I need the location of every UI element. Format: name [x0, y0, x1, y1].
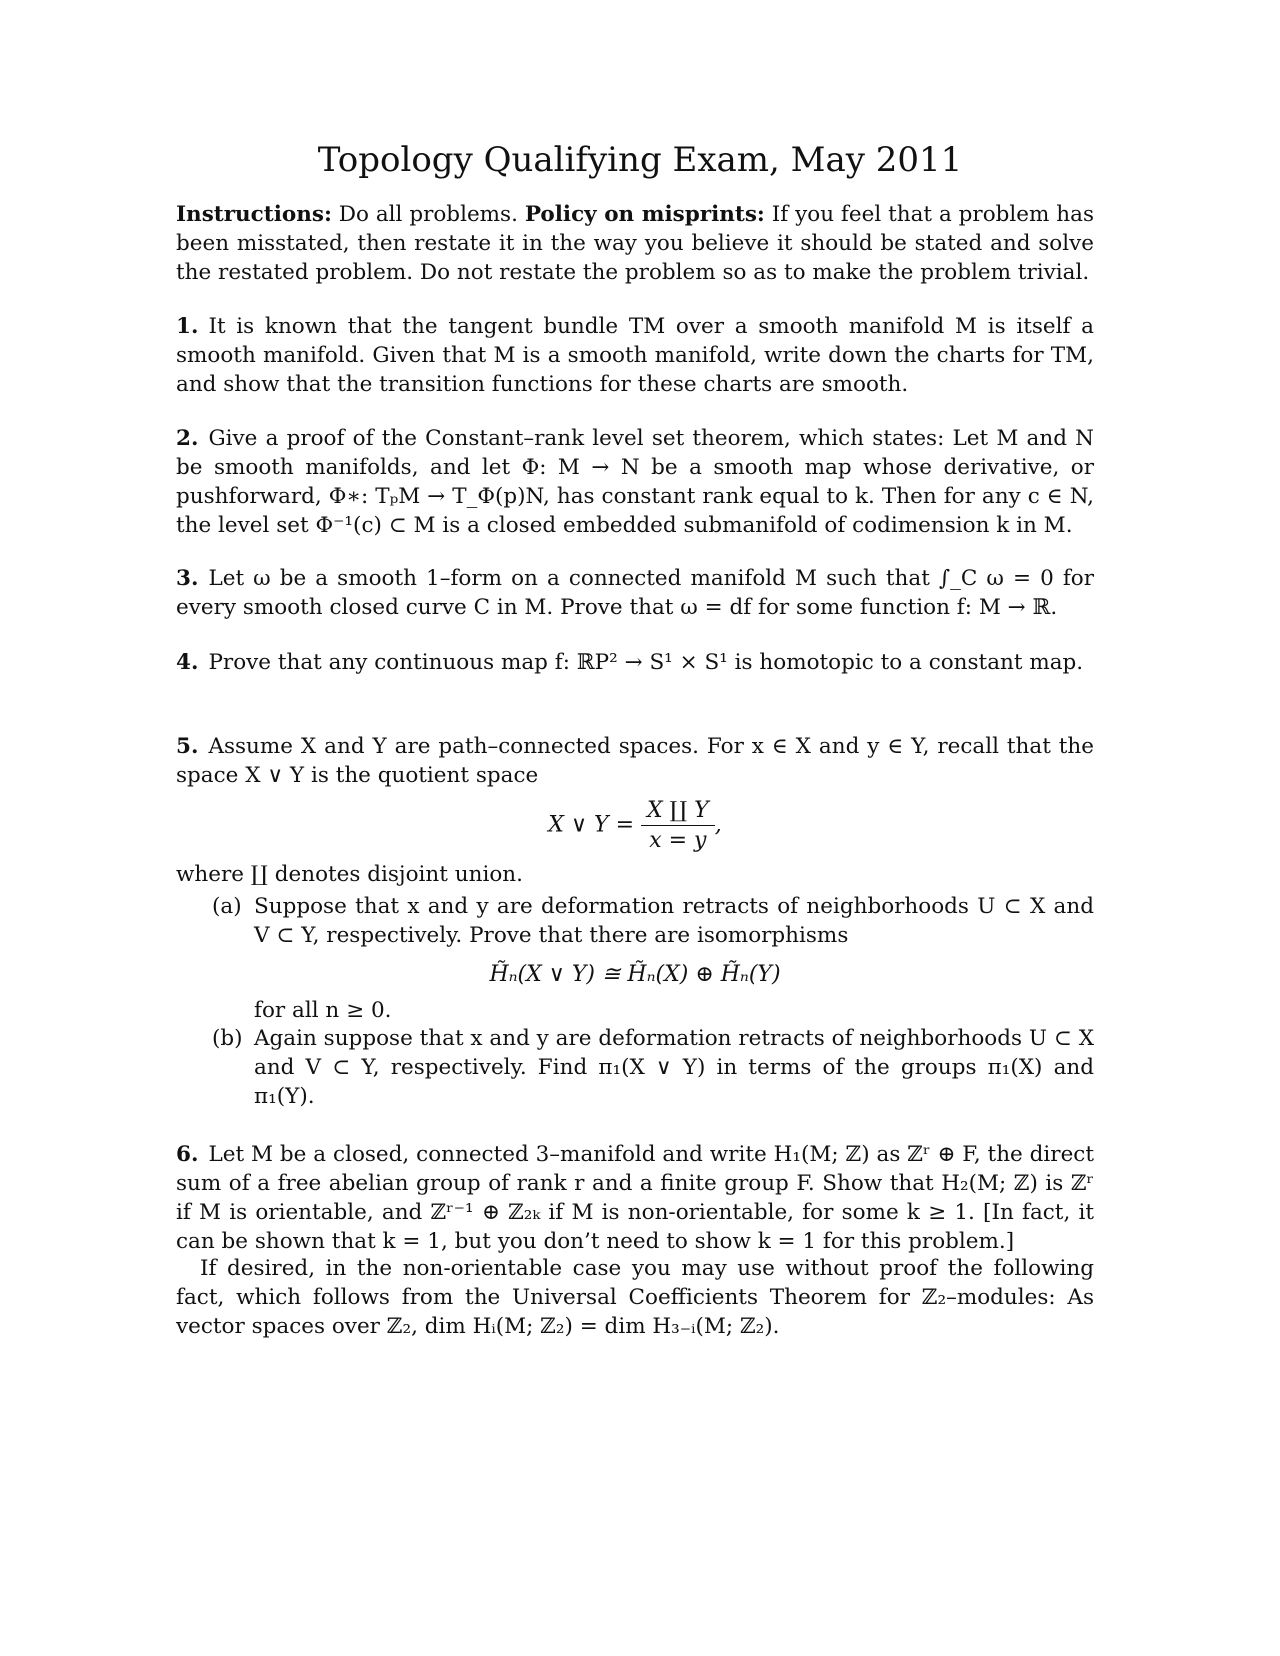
page-title: Topology Qualifying Exam, May 2011: [317, 140, 963, 180]
problem-number: 1.: [176, 314, 199, 339]
problem-4: [176, 648, 1094, 677]
problem-1: [176, 312, 1094, 399]
problem-number: 4.: [176, 650, 199, 675]
part-text: Suppose that x and y are deformation retracts of neighborhoods U ⊂ X and V ⊂ Y, respectively. Prove that there are isomorphisms: [254, 894, 1094, 948]
problem-text: Let M be a closed, connected 3–manifold and write H₁(M; ℤ) as ℤʳ ⊕ F, the direct sum of a free abelian group of rank r and a finite group F. Show that H₂(M; ℤ) is ℤʳ if M is orientable, and ℤʳ⁻¹ ⊕ ℤ₂ₖ if M is non-orientable, for some k ≥ 1. [In fact, it can be shown that k = 1, but you don’t need to show k = 1 for this problem.]: [176, 1142, 1094, 1254]
part-label: (a): [212, 894, 242, 919]
problem-number: 6.: [176, 1142, 199, 1167]
problem-text: Give a proof of the Constant–rank level set theorem, which states: Let M and N be smooth manifolds, and let Φ: M → N be a smooth map whose derivative, or pushforward, Φ∗: TₚM → T_Φ(p)N, has constant rank equal to k. Then for any c ∈ N, the level set Φ⁻¹(c) ⊂ M is a closed embedded submanifold of codimension k in M.: [176, 426, 1094, 538]
problem-text: Prove that any continuous map f: ℝP² → S¹ × S¹ is homotopic to a constant map.: [208, 650, 1084, 675]
problem-5: [176, 732, 1094, 790]
part-label: (b): [212, 1026, 243, 1051]
problem-2: [176, 424, 1094, 540]
equation-fraction: [641, 796, 715, 855]
fraction-denominator: x = y: [649, 828, 707, 853]
problem-text: Assume X and Y are path–connected spaces. For x ∈ X and y ∈ Y, recall that the space X ∨ Y is the quotient space: [176, 734, 1094, 788]
instructions: [176, 200, 1094, 287]
problem-number: 5.: [176, 734, 199, 759]
equation-tail: ,: [714, 812, 722, 838]
problem-6: [176, 1140, 1094, 1256]
problem-6-note: If desired, in the non-orientable case you may use without proof the following fact, which follows from the Universal Coefficients Theorem for ℤ₂–modules: As vector spaces over ℤ₂, dim Hᵢ(M; ℤ₂) = dim H₃₋ᵢ(M; ℤ₂).: [176, 1256, 1094, 1339]
instructions-label: Instructions:: [176, 202, 332, 227]
problem-5b: [212, 1024, 1094, 1111]
problem-5a-after: [212, 996, 1094, 1025]
part-after: for all n ≥ 0.: [254, 998, 392, 1023]
fraction-numerator: X ∐ Y: [641, 796, 715, 826]
problem-text: Let ω be a smooth 1–form on a connected manifold M such that ∫_C ω = 0 for every smooth closed curve C in M. Prove that ω = df for some function f: M → ℝ.: [176, 566, 1094, 620]
policy-label: Policy on misprints:: [524, 202, 765, 227]
problem-text: It is known that the tangent bundle TM over a smooth manifold M is itself a smooth manifold. Given that M is a smooth manifold, write down the charts for TM, and show that the transition functions for these charts are smooth.: [176, 314, 1094, 397]
instructions-text: Do all problems.: [331, 202, 525, 227]
problem-5-after: where ∐ denotes disjoint union.: [176, 862, 523, 887]
equation-lhs: X ∨ Y =: [548, 812, 634, 838]
problem-number: 2.: [176, 426, 199, 451]
policy-text: If you feel that a problem has been misstated, then restate it in the way you believe it should be stated and solve the restated problem. Do not restate the problem so as to make the problem trivial.: [176, 202, 1094, 285]
part-text: Again suppose that x and y are deformation retracts of neighborhoods U ⊂ X and V ⊂ Y, respectively. Find π₁(X ∨ Y) in terms of the groups π₁(X) and π₁(Y).: [254, 1026, 1094, 1109]
problem-3: [176, 564, 1094, 622]
problem-5a: [212, 892, 1094, 950]
problem-number: 3.: [176, 566, 199, 591]
homology-equation: H̃ₙ(X ∨ Y) ≅ H̃ₙ(X) ⊕ H̃ₙ(Y): [489, 962, 781, 987]
wedge-equation: [176, 796, 1094, 855]
